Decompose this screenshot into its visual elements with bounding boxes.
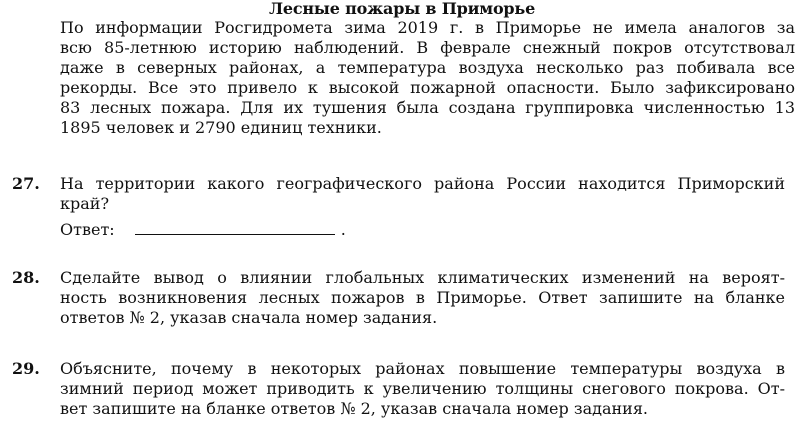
question-line: Объясните, почему в некоторых районах повышение температуры воздуха в: [60, 359, 785, 378]
intro-line: рекорды. Все это привело к высокой пожарной опасности. Было зафиксировано: [60, 78, 795, 97]
answer-row: [60, 220, 346, 240]
answer-label: Ответ:: [60, 220, 115, 239]
question-line: На территории какого географического района России находится Приморский: [60, 174, 785, 193]
intro-line: 83 лесных пожара. Для их тушения была создана группировка численностью 13: [60, 98, 795, 117]
question-number: 28.: [12, 268, 40, 287]
answer-end: .: [340, 220, 346, 239]
question-line: ответов № 2, указав сначала номер задания.: [60, 308, 438, 327]
question-line: ность возникновения лесных пожаров в Приморье. Ответ запишите на бланке: [60, 288, 785, 307]
question-line: Сделайте вывод о влиянии глобальных климатических изменений на вероят-: [60, 268, 785, 287]
intro-paragraph: [60, 18, 795, 138]
intro-line: всю 85-летнюю историю наблюдений. В феврале снежный покров отсутствовал: [60, 38, 795, 57]
question-number: 27.: [12, 174, 40, 193]
intro-line: даже в северных районах, а температура воздуха несколько раз побивала все: [60, 58, 795, 77]
question-text: [60, 268, 785, 328]
intro-line: 1895 человек и 2790 единиц техники.: [60, 118, 382, 137]
question-number: 29.: [12, 359, 40, 378]
question-line: вет запишите на бланке ответов № 2, указав сначала номер задания.: [60, 399, 648, 418]
question-text: [60, 174, 785, 214]
question-line: зимний период может приводить к увеличению толщины снегового покрова. От-: [60, 379, 785, 398]
question-line: край?: [60, 194, 110, 213]
answer-line[interactable]: [135, 220, 335, 235]
section-title: Лесные пожары в Приморье: [268, 0, 536, 18]
intro-line: По информации Росгидромета зима 2019 г. в Приморье не имела аналогов за: [60, 18, 795, 37]
question-text: [60, 359, 785, 419]
